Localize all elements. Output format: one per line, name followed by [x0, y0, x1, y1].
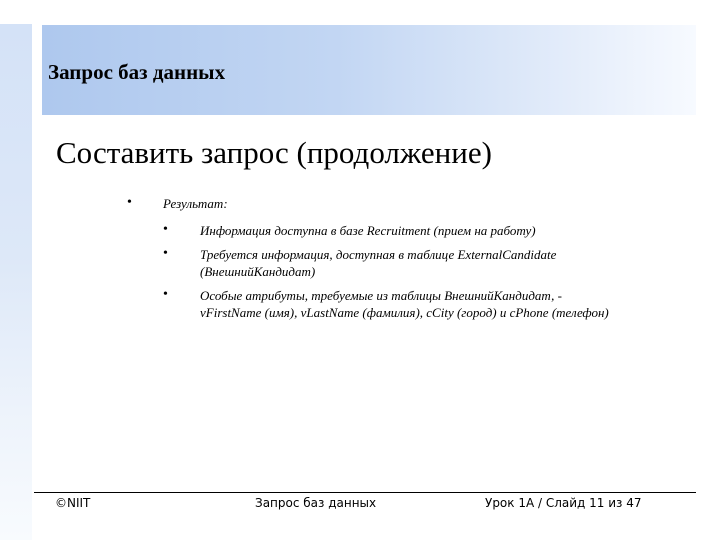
bullet-icon: • — [127, 195, 132, 210]
result-item-2-line-1: Требуется информация, доступная в таблице ExternalCandidate — [200, 247, 557, 262]
result-item-2-line-2: (ВнешнийКандидат) — [200, 264, 316, 279]
bullet-icon: • — [163, 287, 168, 302]
bullet-icon: • — [163, 222, 168, 237]
footer-slide-position: Урок 1А / Слайд 11 из 47 — [485, 496, 642, 510]
footer-copyright: ©NIIT — [55, 496, 91, 510]
result-item-3-line-1: Особые атрибуты, требуемые из таблицы ВнешнийКандидат, - — [200, 288, 562, 303]
footer-divider — [34, 492, 696, 493]
bullet-icon: • — [163, 246, 168, 261]
result-item-3-line-2: vFirstName (имя), vLastName (фамилия), cCity (город) и cPhone (телефон) — [200, 305, 609, 320]
left-decorative-bar — [0, 24, 32, 540]
slide-title: Составить запрос (продолжение) — [56, 135, 492, 170]
result-item-1-line-1: Информация доступна в базе Recruitment (прием на работу) — [200, 223, 536, 238]
header-title: Запрос баз данных — [48, 60, 226, 84]
result-label: Результат: — [163, 196, 228, 211]
footer-course-title: Запрос баз данных — [255, 496, 377, 510]
